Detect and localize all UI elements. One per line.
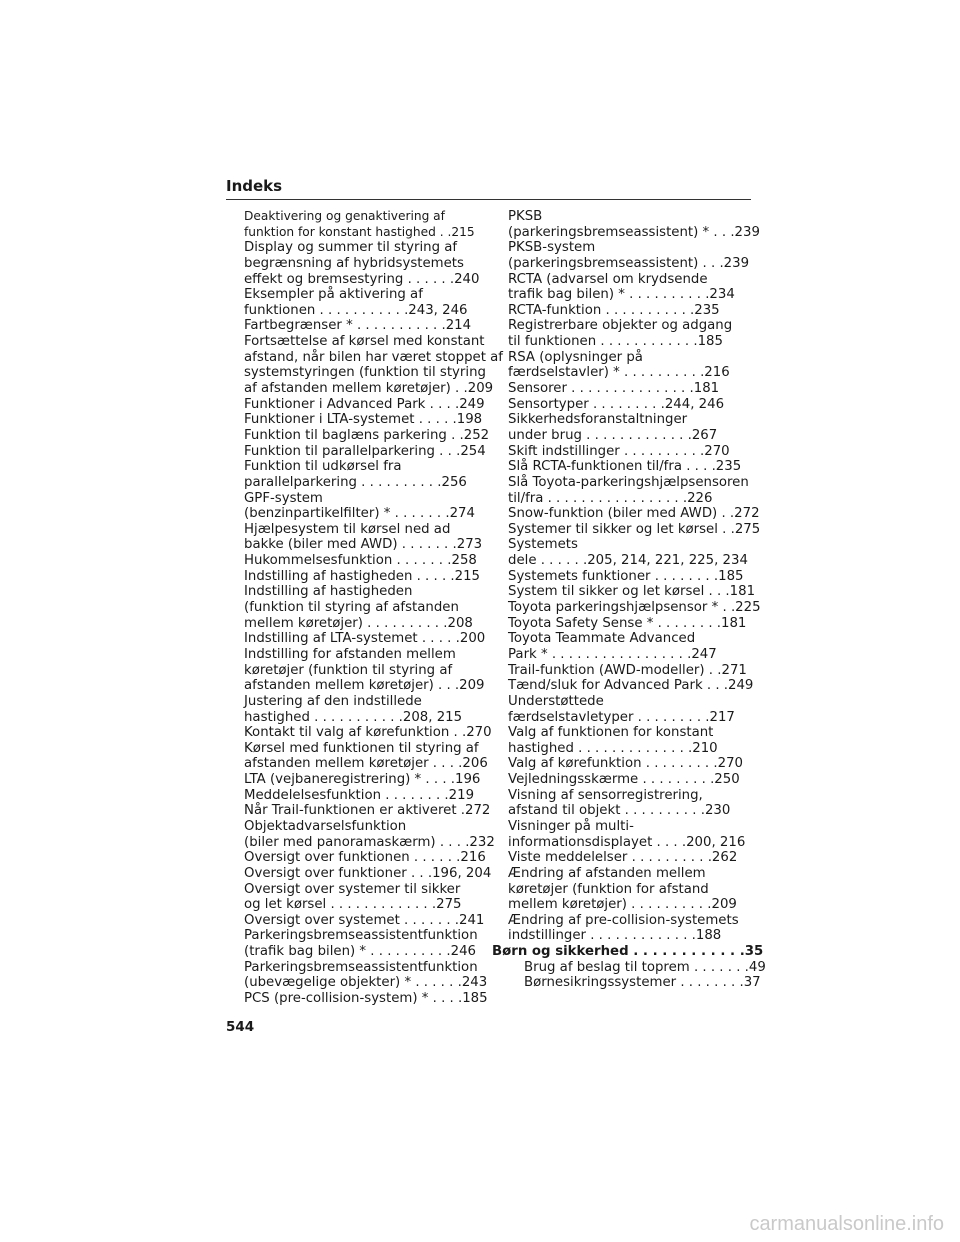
index-entry-line: Kontakt til valg af kørefunktion . .270 xyxy=(244,725,492,741)
index-entry-line: Systemets funktioner . . . . . . . .185 xyxy=(508,568,744,584)
index-entry-line: Slå RCTA-funktionen til/fra . . . .235 xyxy=(508,459,742,475)
index-entry-line: dele . . . . . .205, 214, 221, 225, 234 xyxy=(508,553,748,569)
index-entry-line: afstand, når bilen har været stoppet af xyxy=(244,349,503,365)
index-entry-line: (parkeringsbremseassistent) . . .239 xyxy=(508,255,750,271)
index-entry-line: Oversigt over funktioner . . .196, 204 xyxy=(244,865,492,881)
index-entry-line: Funktioner i LTA-systemet . . . . .198 xyxy=(244,412,483,428)
index-entry-line: Hjælpesystem til kørsel ned ad xyxy=(244,521,451,537)
index-column-left xyxy=(244,209,503,1007)
index-entry-line: køretøjer (funktion for afstand xyxy=(508,881,709,897)
index-entry-line: begrænsning af hybridsystemets xyxy=(244,255,464,271)
index-entry-line: trafik bag bilen) * . . . . . . . . . .234 xyxy=(508,287,735,303)
index-entry-line: Indstilling for afstanden mellem xyxy=(244,646,456,662)
index-entry-line: Deaktivering og genaktivering af xyxy=(244,209,445,223)
index-entry-line: Tænd/sluk for Advanced Park . . .249 xyxy=(508,678,754,694)
index-entry-line: mellem køretøjer) . . . . . . . . . .208 xyxy=(244,615,473,631)
index-entry-line: Børn og sikkerhed . . . . . . . . . . . .35 xyxy=(492,944,764,960)
index-entry-line: Oversigt over funktionen . . . . . .216 xyxy=(244,850,486,866)
page-title: Indeks xyxy=(226,177,283,195)
index-entry-line: færdselstavletyper . . . . . . . . .217 xyxy=(508,709,735,725)
index-entry-line: (funktion til styring af afstanden xyxy=(244,600,459,616)
page-number: 544 xyxy=(226,1019,255,1035)
index-entry-line: effekt og bremsestyring . . . . . .240 xyxy=(244,271,480,287)
index-entry-line: mellem køretøjer) . . . . . . . . . .209 xyxy=(508,897,737,913)
index-entry-line: hastighed . . . . . . . . . . .208, 215 xyxy=(244,709,463,725)
index-column-right xyxy=(492,209,766,991)
index-entry-line: Parkeringsbremseassistentfunktion xyxy=(244,928,478,944)
index-entry-line: Sikkerhedsforanstaltninger xyxy=(508,412,688,428)
index-entry-line: (biler med panoramaskærm) . . . .232 xyxy=(244,834,495,850)
index-entry-line: færdselstavler) * . . . . . . . . . .216 xyxy=(508,365,730,381)
index-entry-line: Hukommelsesfunktion . . . . . . .258 xyxy=(244,553,477,569)
index-entry-line: Ændring af pre-collision-systemets xyxy=(508,912,739,928)
index-entry-line: af afstanden mellem køretøjer) . .209 xyxy=(244,381,494,397)
index-entry-line: System til sikker og let kørsel . . .181 xyxy=(508,584,756,600)
index-entry-line: Funktion til parallelparkering . . .254 xyxy=(244,443,486,459)
index-entry-line: Funktion til udkørsel fra xyxy=(244,459,402,475)
index-entry-line: Oversigt over systemet . . . . . . .241 xyxy=(244,912,485,928)
index-entry-line: Sensortyper . . . . . . . . .244, 246 xyxy=(508,396,725,412)
index-entry-line: PKSB-system xyxy=(508,240,596,256)
index-entry-line: Park * . . . . . . . . . . . . . . . . .247 xyxy=(508,646,717,662)
index-entry-line: Når Trail-funktionen er aktiveret .272 xyxy=(244,803,491,819)
index-entry-line: Justering af den indstillede xyxy=(244,693,422,709)
index-entry-line: Fortsættelse af kørsel med konstant xyxy=(244,334,485,350)
index-entry-line: funktionen . . . . . . . . . . .243, 246 xyxy=(244,302,468,318)
index-entry-line: Registrerbare objekter og adgang xyxy=(508,318,733,334)
index-entry-line: Systemets xyxy=(508,537,578,553)
index-entry-line: afstanden mellem køretøjer) . . .209 xyxy=(244,678,485,694)
index-entry-line: Meddelelsesfunktion . . . . . . . .219 xyxy=(244,787,475,803)
index-entry-line: (benzinpartikelfilter) * . . . . . . .274 xyxy=(244,506,475,522)
index-entry-line: Funktion til baglæns parkering . .252 xyxy=(244,427,490,443)
index-entry-line: Fartbegrænser * . . . . . . . . . . .214 xyxy=(244,318,472,334)
index-entry-line: Valg af kørefunktion . . . . . . . . .270 xyxy=(508,756,743,772)
index-entry-line: bakke (biler med AWD) . . . . . . .273 xyxy=(244,537,483,553)
index-entry-line: køretøjer (funktion til styring af xyxy=(244,662,453,678)
index-entry-line: Kørsel med funktionen til styring af xyxy=(244,740,479,756)
index-entry-line: Indstilling af hastigheden . . . . .215 xyxy=(244,568,481,584)
index-entry-line: PCS (pre-collision-system) * . . . .185 xyxy=(244,991,488,1007)
index-entry-line: parallelparkering . . . . . . . . . .256 xyxy=(244,474,467,490)
index-entry-line: Objektadvarselsfunktion xyxy=(244,818,407,834)
index-entry-line: Oversigt over systemer til sikker xyxy=(244,881,461,897)
index-entry-line: Børnesikringssystemer . . . . . . . .37 xyxy=(524,975,761,991)
index-entry-line: systemstyringen (funktion til styring xyxy=(244,365,486,381)
watermark: carmanualsonline.info xyxy=(749,1213,944,1235)
index-entry-line: PKSB xyxy=(508,209,543,224)
index-entry-line: Valg af funktionen for konstant xyxy=(508,725,714,741)
index-entry-line: Toyota parkeringshjælpsensor * . .225 xyxy=(508,600,761,616)
index-entry-line: (ubevægelige objekter) * . . . . . .243 xyxy=(244,975,488,991)
index-entry-line: LTA (vejbaneregistrering) * . . . .196 xyxy=(244,772,481,788)
index-entry-line: informationsdisplayet . . . .200, 216 xyxy=(508,834,746,850)
index-entry-line: Visninger på multi- xyxy=(508,818,634,834)
index-entry-line: Funktioner i Advanced Park . . . .249 xyxy=(244,396,485,412)
index-entry-line: Parkeringsbremseassistentfunktion xyxy=(244,959,478,975)
index-entry-line: (parkeringsbremseassistent) * . . .239 xyxy=(508,224,760,240)
index-entry-line: Indstilling af hastigheden xyxy=(244,584,413,600)
index-entry-line: GPF-system xyxy=(244,490,323,506)
index-entry-line: funktion for konstant hastighed . .215 xyxy=(244,224,475,239)
index-entry-line: afstanden mellem køretøjer . . . .206 xyxy=(244,756,488,772)
index-entry-line: Sensorer . . . . . . . . . . . . . . .181 xyxy=(508,381,720,397)
index-entry-line: (trafik bag bilen) * . . . . . . . . . .246 xyxy=(244,944,476,960)
index-entry-line: hastighed . . . . . . . . . . . . . .210 xyxy=(508,740,718,756)
index-entry-line: Viste meddelelser . . . . . . . . . .262 xyxy=(508,850,738,866)
index-entry-line: Vejledningsskærme . . . . . . . . .250 xyxy=(508,772,740,788)
index-entry-line: RCTA-funktion . . . . . . . . . . .235 xyxy=(508,302,720,318)
index-entry-line: afstand til objekt . . . . . . . . . .230 xyxy=(508,803,731,819)
index-entry-line: Toyota Teammate Advanced xyxy=(508,631,696,647)
index-entry-line: RSA (oplysninger på xyxy=(508,349,643,365)
index-entry-line: Visning af sensorregistrering, xyxy=(508,787,703,803)
index-entry-line: under brug . . . . . . . . . . . . .267 xyxy=(508,427,718,443)
index-entry-line: til funktionen . . . . . . . . . . . .185 xyxy=(508,334,723,350)
index-entry-line: og let kørsel . . . . . . . . . . . . .275 xyxy=(244,897,462,913)
index-entry-line: til/fra . . . . . . . . . . . . . . . . .226 xyxy=(508,490,713,506)
index-entry-line: Skift indstillinger . . . . . . . . . .270 xyxy=(508,443,730,459)
index-entry-line: Snow-funktion (biler med AWD) . .272 xyxy=(508,506,760,522)
index-entry-line: Brug af beslag til toprem . . . . . . .49 xyxy=(524,959,766,975)
index-entry-line: Eksempler på aktivering af xyxy=(244,287,423,303)
index-entry-line: RCTA (advarsel om krydsende xyxy=(508,271,708,287)
index-entry-line: Systemer til sikker og let kørsel . .275 xyxy=(508,521,761,537)
index-entry-line: Understøttede xyxy=(508,693,604,709)
index-entry-line: Ændring af afstanden mellem xyxy=(508,865,706,881)
index-entry-line: Toyota Safety Sense * . . . . . . . .181 xyxy=(508,615,747,631)
header-divider xyxy=(226,199,751,200)
index-entry-line: Display og summer til styring af xyxy=(244,240,458,256)
index-entry-line: Trail-funktion (AWD-modeller) . .271 xyxy=(508,662,747,678)
index-entry-line: Slå Toyota-parkeringshjælpsensoren xyxy=(508,474,749,490)
index-entry-line: Indstilling af LTA-systemet . . . . .200 xyxy=(244,631,486,647)
index-entry-line: indstillinger . . . . . . . . . . . . .188 xyxy=(508,928,722,944)
